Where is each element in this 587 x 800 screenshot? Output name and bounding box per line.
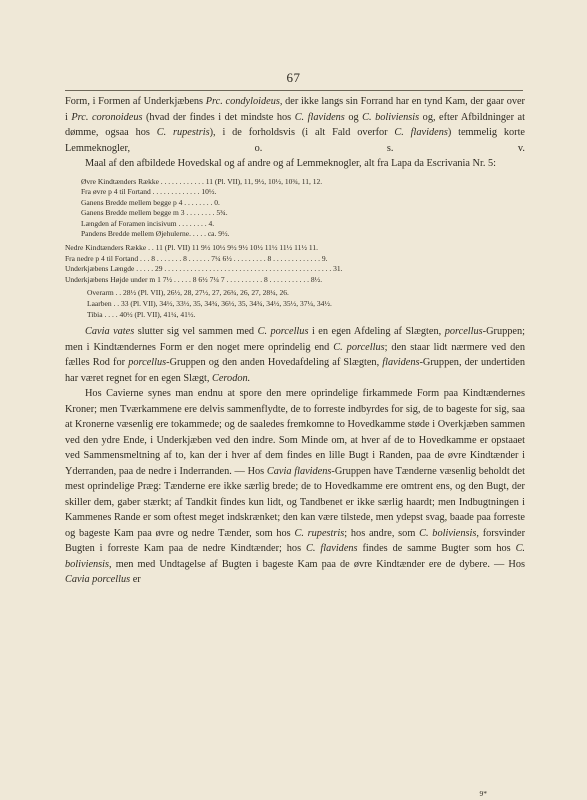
text-run: er (130, 574, 141, 586)
text-run: der ikke langs sin Forrand har en tynd Kam, der gaar over i (65, 96, 525, 123)
italic-term: C. flavidens (394, 127, 448, 138)
italic-term: C. porcellus (257, 326, 309, 338)
body-text (65, 94, 525, 588)
italic-term: Cerodon. (211, 372, 251, 384)
italic-term: Prc. coronoideus (71, 111, 143, 123)
table-row: Laarben . . 33 (Pl. VII), 34½, 33½, 35, 34¾, 36½, 35, 34¾, 34½, 35½, 37¼, 34½. (87, 299, 332, 309)
text-run: , men med Undtagelse af Bugten i bageste Kam paa de øvre Kindtænder ere de dybere. — Hos (109, 558, 525, 570)
measurement-table (65, 177, 525, 321)
italic-term: flavidens (382, 357, 420, 369)
limb-measurements (65, 288, 525, 320)
text-run: og (344, 111, 363, 123)
text-run: ) temmelig korte Lemmeknogler, o. s. v. (65, 127, 526, 154)
text-run: -Gruppen; men i Kindtændernes Form er den noget mere oprindelig end (65, 326, 525, 353)
jaw-measurements (65, 243, 525, 285)
table-row: Længden af Foramen incisivum . . . . . . . . 4. (81, 218, 215, 228)
table-row: Overarm . . 28½ (Pl. VII), 26½, 28, 27½, 27, 26¾, 26, 27, 28¼, 26. (87, 288, 289, 298)
table-row: Øvre Kindtænders Række . . . . . . . . . . . . 11 (Pl. VII), 11, 9½, 10½, 10¾, 11, 12. (81, 176, 323, 186)
text-run: findes de samme Bugter som hos (357, 543, 516, 555)
table-row: Pandens Bredde mellem Øjehulerne. . . . . ca. 9½. (81, 229, 230, 239)
table-row: Underkjæbens Længde . . . . . 29 . . . . . . . . . . . . . . . . . . . . . . . . . . . . . . . . . . . . . . . . . . . . . 31. (65, 264, 343, 274)
italic-term: C. boliviensis (65, 543, 526, 570)
text-run: Maal af den afbildede Hovedskal og af andre og af Lemmeknogler, alt fra Lapa da Escrivania Nr. 5: (85, 158, 497, 169)
table-row: Ganens Bredde mellem begge m 3 . . . . . . . . 5¾. (81, 208, 228, 218)
italic-term: porcellus (128, 357, 167, 369)
header-rule (65, 90, 523, 91)
italic-term: C. rupestris (294, 527, 345, 539)
text-run: ; den staar lidt nærmere ved den fælles Rod for (65, 341, 525, 369)
paragraph-2 (65, 156, 525, 172)
italic-term: Cavia porcellus (65, 574, 131, 586)
text-run: -Gruppen, der undertiden har været regnet for en egen Slægt, (65, 357, 525, 384)
italic-term: C. flavidens (294, 111, 345, 123)
table-row: Tibia . . . . 40½ (Pl. VII), 41¼, 41½. (87, 309, 196, 319)
text-run: ), i de forholdsvis (i alt Fald overfor (209, 127, 395, 138)
text-run: slutter sig vel sammen med (134, 326, 258, 338)
table-row: Fra nedre p 4 til Fortand . . . 8 . . . . . . . 8 . . . . . . 7¼ 6½ . . . . . . . . . 8 . . . . . . . . . . . . . 9. (65, 253, 328, 263)
paragraph-1 (65, 94, 525, 156)
text-run: Form, i Formen af Underkjæbens (65, 96, 206, 107)
table-row: Nedre Kindtænders Række . . 11 (Pl. VII) 11 9½ 10½ 9½ 9½ 10½ 11½ 11½ 11½ 11. (65, 243, 318, 253)
signature-mark: 9* (479, 789, 487, 798)
italic-term: Cavia flavidens (266, 465, 332, 477)
skull-measurements (65, 177, 525, 241)
text-run: i en egen Afdeling af Slægten, (308, 326, 445, 338)
italic-term: C. rupestris (156, 127, 210, 138)
italic-term: C. boliviensis (362, 111, 420, 123)
italic-term: porcellus (444, 326, 483, 338)
italic-term: C. flavidens (306, 543, 358, 555)
paragraph-3 (65, 324, 525, 386)
text-run: og, efter Afbildninger at dømme, ogsaa hos (65, 111, 525, 138)
italic-term: C. porcellus (333, 341, 385, 353)
text-run: (hvad der findes i det mindste hos (142, 111, 295, 123)
text-run: ; hos andre, som (344, 527, 420, 539)
table-row: Ganens Bredde mellem begge p 4 . . . . . . . . 0. (81, 197, 220, 207)
text-run: , forsvinder Bugten i forreste Kam paa de nedre Kindtænder; hos (65, 527, 526, 555)
text-run: -Gruppen og den anden Hovedafdeling af Slægten, (166, 357, 383, 369)
table-row: Fra øvre p 4 til Fortand . . . . . . . . . . . . . 10½. (81, 187, 217, 197)
italic-term: Prc. condyloideus, (205, 96, 283, 107)
page-number: 67 (286, 70, 301, 85)
italic-term: C. boliviensis (419, 527, 477, 539)
table-row: Underkjæbens Højde under m 1 7½ . . . . . 8 6½ 7¼ 7 . . . . . . . . . . 8 . . . . . . . . . . . 8½. (65, 274, 323, 284)
paragraph-4 (65, 386, 525, 588)
text-run: Hos Cavierne synes man endnu at spore den mere oprindelige firkammede Form paa Kindtændernes Kroner; men Tværkammene ere delvis sammenflydte, de to forreste indbyrdes for sig, de to bageste for sig, saa at Kronerne væsenlig ere tokammede; og de saaledes fremkomne to Hovedkamme støde i Overkjæben sammen ved den ydre Ende, i Underkjæben ved den indre. Som Minde om, at hver af de to Hovedkamme er opstaaet ved Sammensmeltning af to, kan der i hver af dem findes en lille Bugt i Randen, paa de øvre Kindtænder i Yderranden, paa de nedre i Inderranden. — Hos (65, 388, 525, 477)
italic-term: Cavia vates (85, 326, 135, 338)
text-run: -Gruppen have Tænderne væsenlig beholdt det mest oprindelige Præg: Tænderne ere ikke særlig brede; de to Hovedkamme ere omtrent ens, og den Bugt, der skiller dem, gaber stærkt; af Tandkit findes kun lidt, og Tandbenet er ikke særlig haardt; men Indbugtningen i Kammenes Rande er som oftest meget indskrænket; den kan være tilstede, men ydерst svag, baade paa forreste og bageste Kam paa øvre og nedre Tænder, som hos (65, 465, 525, 539)
